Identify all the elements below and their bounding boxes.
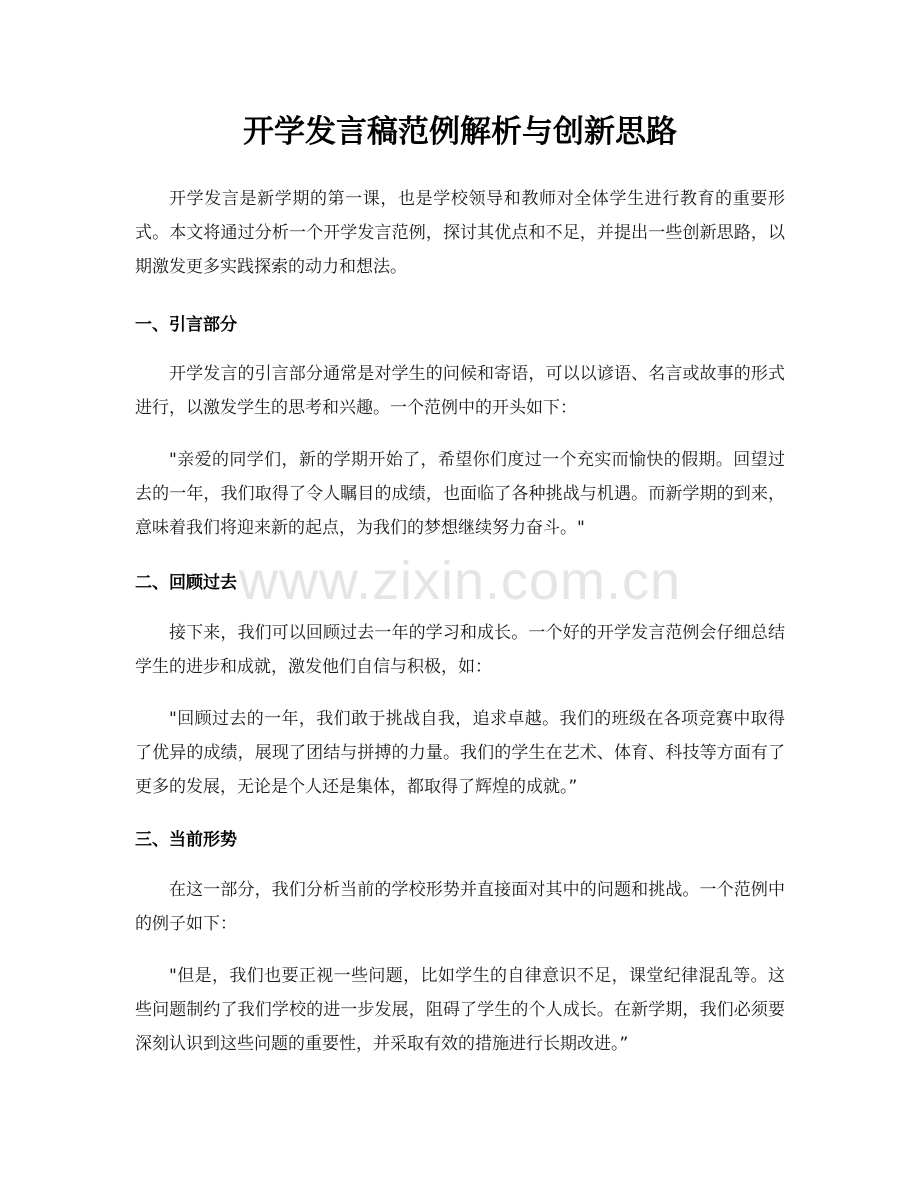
section-quote-introduction: "亲爱的同学们，新的学期开始了，希望你们度过一个充实而愉快的假期。回望过去的一年，我们取得了令人瞩目的成绩，也面临了各种挑战与机遇。而新学期的到来，意味着我们将迎来新的起点，为我们的梦想继续努力奋斗。"	[135, 450, 785, 538]
watermark-text: www.zixin.com.cn	[238, 551, 682, 611]
document-title: 开学发言稿范例解析与创新思路	[243, 114, 677, 150]
intro-paragraph: 开学发言是新学期的第一课，也是学校领导和教师对全体学生进行教育的重要形式。本文将通过分析一个开学发言范例，探讨其优点和不足，并提出一些创新思路，以期激发更多实践探索的动力和想法。	[135, 189, 785, 277]
section-heading-review: 二、回顾过去	[135, 573, 237, 593]
section-body-current-situation: 在这一部分，我们分析当前的学校形势并直接面对其中的问题和挑战。一个范例中的例子如下：	[135, 880, 785, 934]
section-body-review: 接下来，我们可以回顾过去一年的学习和成长。一个好的开学发言范例会仔细总结学生的进步和成就，激发他们自信与积极，如：	[135, 623, 785, 677]
section-quote-review: "回顾过去的一年，我们敢于挑战自我，追求卓越。我们的班级在各项竞赛中取得了优异的成绩，展现了团结与拼搏的力量。我们的学生在艺术、体育、科技等方面有了更多的发展，无论是个人还是集体，都取得了辉煌的成就。”	[135, 709, 785, 797]
section-heading-introduction: 一、引言部分	[135, 315, 237, 335]
section-body-introduction: 开学发言的引言部分通常是对学生的问候和寄语，可以以谚语、名言或故事的形式进行，以激发学生的思考和兴趣。一个范例中的开头如下：	[135, 364, 785, 418]
section-heading-current-situation: 三、当前形势	[135, 830, 237, 850]
section-quote-current-situation: "但是，我们也要正视一些问题，比如学生的自律意识不足，课堂纪律混乱等。这些问题制约了我们学校的进一步发展，阻碍了学生的个人成长。在新学期，我们必须要深刻认识到这些问题的重要性，并采取有效的措施进行长期改进。”	[135, 966, 785, 1054]
